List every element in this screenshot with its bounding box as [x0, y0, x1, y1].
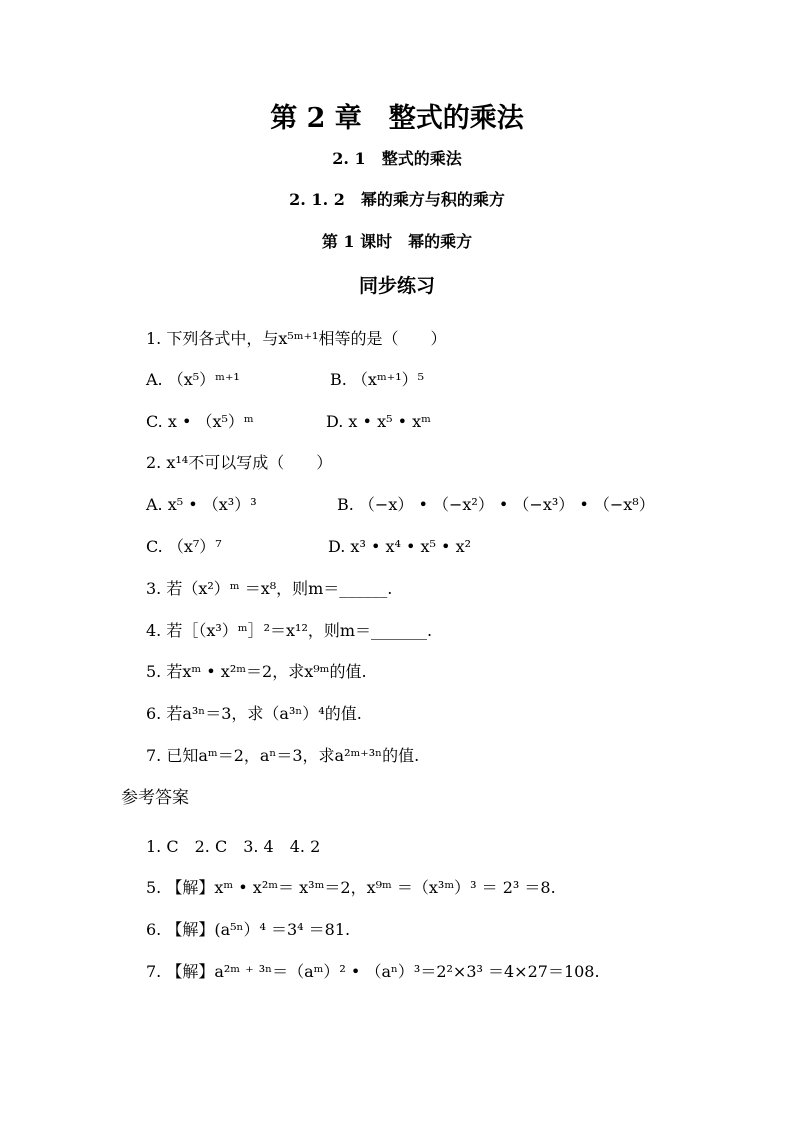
question-2: 2. x¹⁴不可以写成（ ） — [146, 453, 333, 472]
q2-option-d: D. x³ • x⁴ • x⁵ • x² — [328, 537, 472, 556]
question-1: 1. 下列各式中，与x⁵ᵐ⁺¹相等的是（ ） — [146, 329, 447, 348]
q1-option-c: C. x • （x⁵）ᵐ — [146, 412, 254, 431]
q1-option-b: B. （xᵐ⁺¹）⁵ — [330, 370, 425, 389]
answer-6: 6. 【解】(a⁵ⁿ）⁴ ＝3⁴ ＝81. — [146, 920, 351, 939]
question-5: 5. 若xᵐ • x²ᵐ＝2，求x⁹ᵐ的值. — [146, 662, 367, 681]
question-4: 4. 若［（x³）ᵐ］²＝x¹²，则m＝_______. — [146, 621, 433, 640]
question-6: 6. 若a³ⁿ＝3，求（a³ⁿ）⁴的值. — [146, 704, 362, 723]
answer-7: 7. 【解】a²ᵐ ⁺ ³ⁿ＝（aᵐ）² • （aⁿ）³＝2²×3³ ＝4×27＝108. — [146, 962, 600, 981]
question-3: 3. 若（x²）ᵐ ＝x⁸，则m＝______. — [146, 579, 393, 598]
question-7: 7. 已知aᵐ＝2，aⁿ＝3，求a²ᵐ⁺³ⁿ的值. — [146, 746, 420, 765]
q2-option-c: C. （x⁷）⁷ — [146, 537, 222, 556]
q1-option-d: D. x • x⁵ • xᵐ — [326, 412, 431, 431]
answer-5: 5. 【解】xᵐ • x²ᵐ＝ x³ᵐ＝2，x⁹ᵐ ＝（x³ᵐ）³ ＝ 2³ ＝8. — [146, 878, 556, 897]
q2-option-a: A. x⁵ • （x³）³ — [146, 495, 257, 514]
answers-title: 参考答案 — [121, 788, 189, 808]
practice-title: 同步练习 — [358, 275, 435, 297]
section-title: 2. 1 整式的乘法 — [332, 149, 462, 168]
subsection-title: 2. 1. 2 幂的乘方与积的乘方 — [289, 190, 505, 209]
lesson-title: 第 1 课时 幂的乘方 — [321, 232, 473, 251]
q1-option-a: A. （x⁵）ᵐ⁺¹ — [146, 370, 240, 389]
chapter-title: 第 2 章 整式的乘法 — [270, 103, 524, 134]
answer-1-4: 1. C 2. C 3. 4 4. 2 — [146, 837, 321, 856]
q2-option-b: B. （−x） • （−x²） • （−x³） • （−x⁸） — [337, 495, 655, 514]
